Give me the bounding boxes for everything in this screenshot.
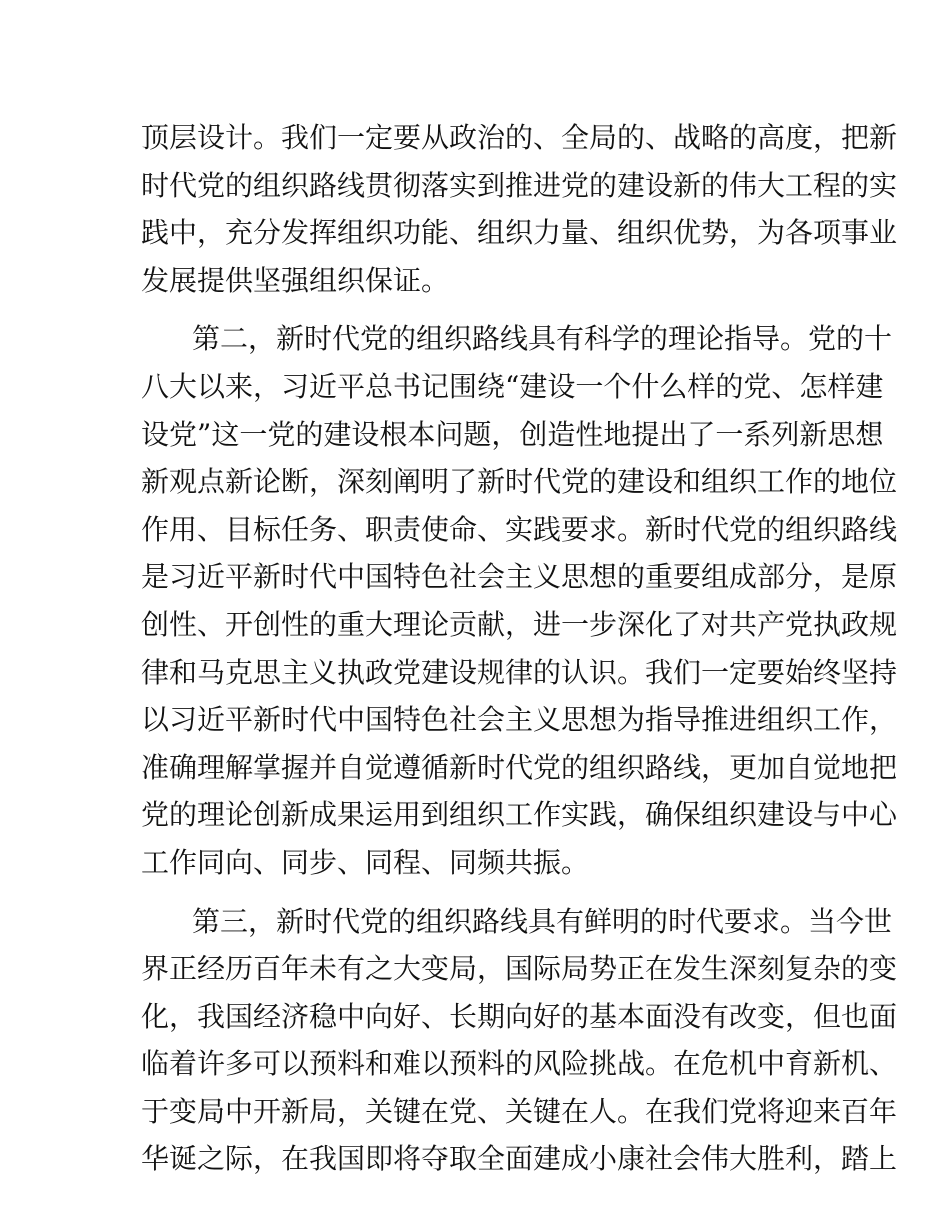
paragraph-line: 时代党的组织路线贯彻落实到推进党的建设新的伟大工程的实 bbox=[141, 168, 898, 202]
paragraph-spacer bbox=[141, 887, 821, 898]
paragraph-line: 顶层设计。我们一定要从政治的、全局的、战略的高度，把新 bbox=[141, 121, 898, 154]
paragraph-line: 化，我国经济稳中向好、长期向好的基本面没有改变，但也面 bbox=[141, 999, 898, 1033]
document-body bbox=[141, 114, 898, 1183]
paragraph-spacer bbox=[141, 304, 821, 315]
paragraph-line: 发展提供坚强组织保证。 bbox=[141, 263, 450, 297]
paragraph-line: 第三，新时代党的组织路线具有鲜明的时代要求。当今世 bbox=[192, 904, 893, 938]
paragraph-line: 以习近平新时代中国特色社会主义思想为指导推进组织工作， bbox=[141, 703, 898, 737]
paragraph-line: 创性、开创性的重大理论贡献，进一步深化了对共产党执政规 bbox=[141, 607, 898, 641]
paragraph-line: 是习近平新时代中国特色社会主义思想的重要组成部分，是原 bbox=[141, 560, 898, 594]
paragraph-1 bbox=[141, 114, 898, 304]
paragraph-line: 践中，充分发挥组织功能、组织力量、组织优势，为各项事业 bbox=[141, 216, 898, 250]
paragraph-line: 新观点新论断，深刻阐明了新时代党的建设和组织工作的地位 bbox=[141, 465, 898, 499]
paragraph-line: 于变局中开新局，关键在党、关键在人。在我们党将迎来百年 bbox=[141, 1094, 898, 1128]
paragraph-line: 作用、目标任务、职责使命、实践要求。新时代党的组织路线 bbox=[141, 512, 898, 546]
paragraph-3 bbox=[141, 898, 898, 1184]
paragraph-line: 律和马克思主义执政党建设规律的认识。我们一定要始终坚持 bbox=[141, 655, 898, 689]
paragraph-2 bbox=[141, 315, 898, 886]
paragraph-line: 八大以来，习近平总书记围绕“建设一个什么样的党、怎样建 bbox=[141, 369, 884, 403]
paragraph-line: 设党”这一党的建设根本问题，创造性地提出了一系列新思想 bbox=[141, 417, 884, 451]
paragraph-line: 第二，新时代党的组织路线具有科学的理论指导。党的十 bbox=[192, 322, 893, 356]
paragraph-line: 界正经历百年未有之大变局，国际局势正在发生深刻复杂的变 bbox=[141, 952, 898, 986]
paragraph-line: 准确理解掌握并自觉遵循新时代党的组织路线，更加自觉地把 bbox=[141, 750, 898, 784]
paragraph-line: 华诞之际，在我国即将夺取全面建成小康社会伟大胜利，踏上 bbox=[141, 1142, 898, 1176]
paragraph-line: 工作同向、同步、同程、同频共振。 bbox=[141, 845, 590, 879]
paragraph-line: 临着许多可以预料和难以预料的风险挑战。在危机中育新机、 bbox=[141, 1047, 898, 1081]
paragraph-line: 党的理论创新成果运用到组织工作实践，确保组织建设与中心 bbox=[141, 798, 898, 832]
